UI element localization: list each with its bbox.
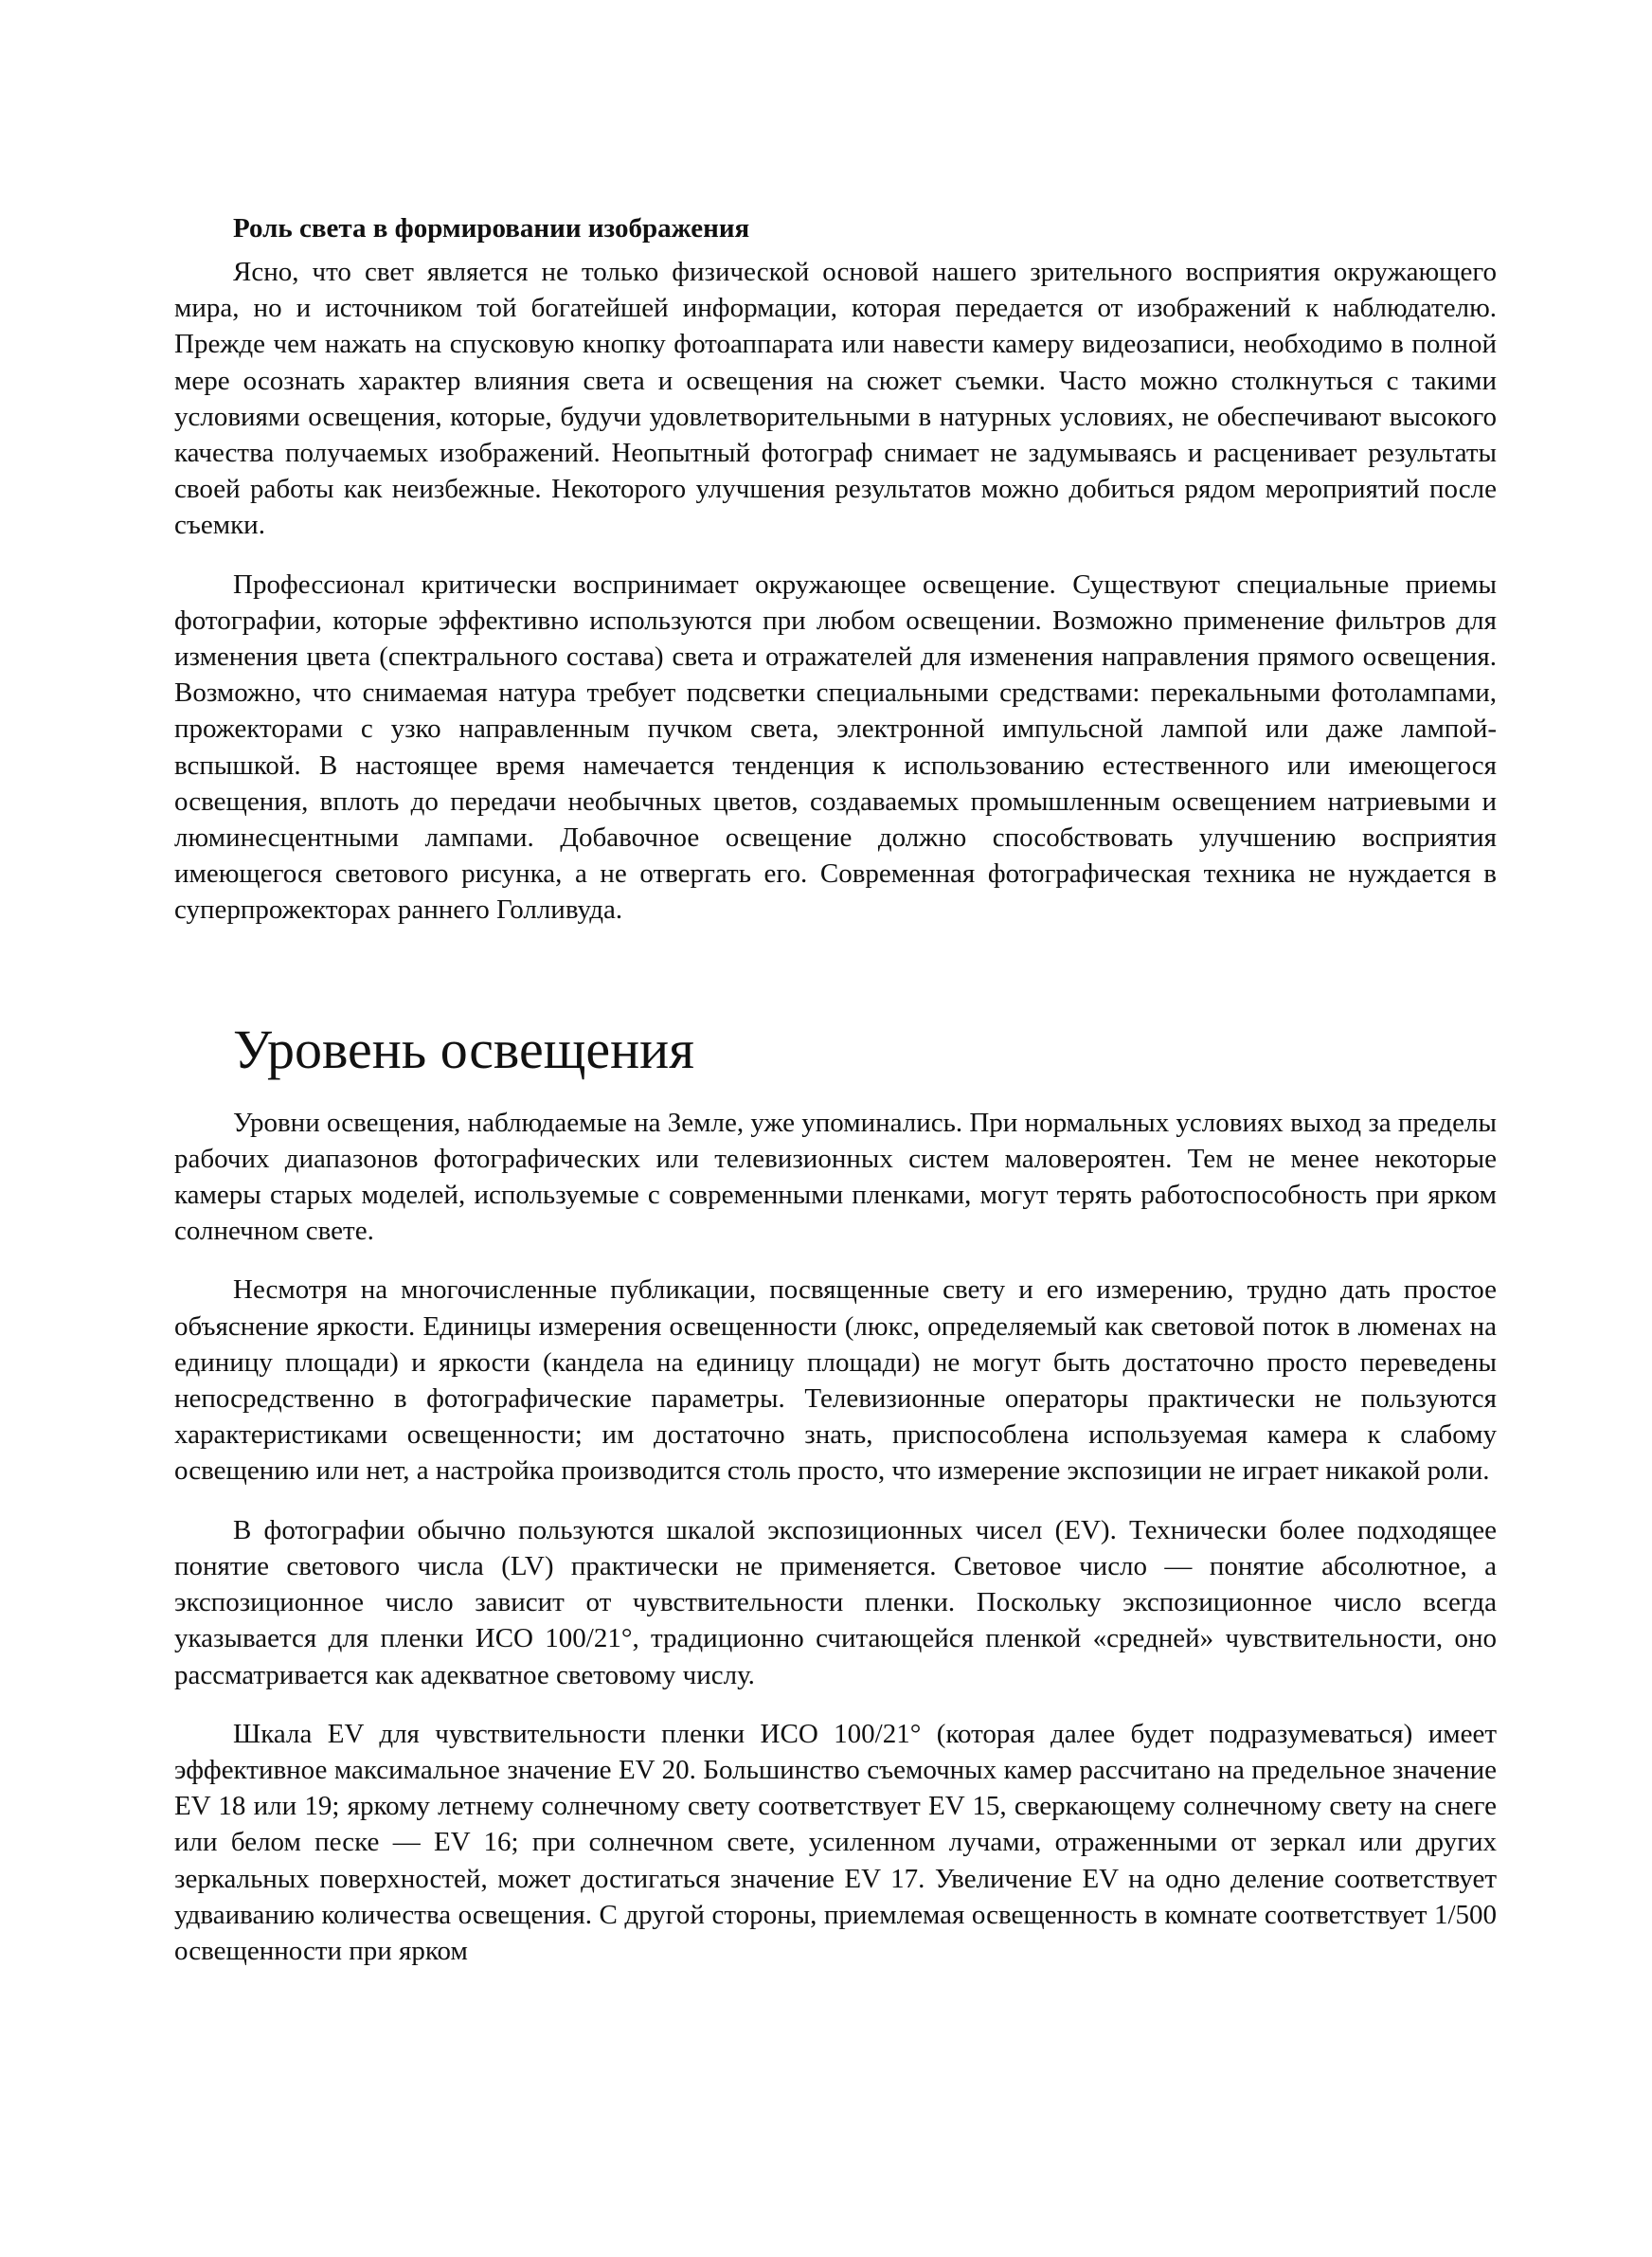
paragraph: В фотографии обычно пользуются шкалой экспозиционных чисел (EV). Технически более подходящее понятие светового числа (LV) практически не применяется. Световое число — понятие абсолютное, а экспозиционное число зависит от чувствительности пленки. Поскольку экспозиционное число всегда указывается для пленки ИСО 100/21°, традиционно считающейся пленкой «средней» чувствительности, оно рассматривается как адекватное световому числу. — [174, 1514, 1497, 1690]
section-heading-light-level: Уровень освещения — [233, 1018, 694, 1080]
paragraph: Несмотря на многочисленные публикации, посвященные свету и его измерению, трудно дать простое объяснение яркости. Единицы измерения освещенности (люкс, определяемый как световой поток в люменах на единицу площади) и яркости (кандела на единицу площади) не могут быть достаточно просто переведены непосредственно в фотографические параметры. Телевизионные операторы практически не пользуются характеристиками освещенности; им достаточно знать, приспособлена используемая камера к слабому освещению или нет, а настройка производится столь просто, что измерение экспозиции не играет никакой роли. — [174, 1274, 1497, 1487]
section-heading-light-role: Роль света в формировании изображения — [233, 213, 750, 244]
paragraph: Шкала EV для чувствительности пленки ИСО 100/21° (которая далее будет подразумеваться) имеет эффективное максимальное значение EV 20. Большинство съемочных камер рассчитано на предельное значение EV 18 или 19; яркому летнему солнечному свету соответствует EV 15, сверкающему солнечному свету на снеге или белом песке — EV 16; при солнечном свете, усиленном лучами, отраженными от зеркал или других зеркальных поверхностей, может достигаться значение EV 17. Увеличение EV на одно деление соответствует удваиванию количества освещения. С другой стороны, приемлемая освещенность в комнате соответствует 1/500 освещенности при ярком — [174, 1718, 1497, 1966]
document-page — [174, 210, 1497, 1992]
paragraph: Уровни освещения, наблюдаемые на Земле, уже упоминались. При нормальных условиях выход за пределы рабочих диапазонов фотографических или телевизионных систем маловероятен. Тем не менее некоторые камеры старых моделей, используемые с современными пленками, могут терять работоспособность при ярком солнечном свете. — [174, 1107, 1497, 1247]
paragraph: Профессионал критически воспринимает окружающее освещение. Существуют специальные приемы фотографии, которые эффективно используются при любом освещении. Возможно применение фильтров для изменения цвета (спектрального состава) света и отражателей для изменения направления прямого освещения. Возможно, что снимаемая натура требует подсветки специальными средствами: перекальными фотолампами, прожекторами с узко направленным пучком света, электронной импульсной лампой или даже лампой-вспышкой. В настоящее время намечается тенденция к использованию естественного или имеющегося освещения, вплоть до передачи необычных цветов, создаваемых промышленным освещением натриевыми и люминесцентными лампами. Добавочное освещение должно способствовать улучшению восприятия имеющегося светового рисунка, а не отвергать его. Современная фотографическая техника не нуждается в суперпрожекторах раннего Голливуда. — [174, 569, 1497, 926]
paragraph: Ясно, что свет является не только физической основой нашего зрительного восприятия окружающего мира, но и источником той богатейшей информации, которая передается от изображений к наблюдателю. Прежде чем нажать на спусковую кнопку фотоаппарата или навести камеру видеозаписи, необходимо в полной мере осознать характер влияния света и освещения на сюжет съемки. Часто можно столкнуться с такими условиями освещения, которые, будучи удовлетворительными в натурных условиях, не обеспечивают высокого качества получаемых изображений. Неопытный фотограф снимает не задумываясь и расценивает результаты своей работы как неизбежные. Некоторого улучшения результатов можно добиться рядом мероприятий после съемки. — [174, 257, 1497, 541]
